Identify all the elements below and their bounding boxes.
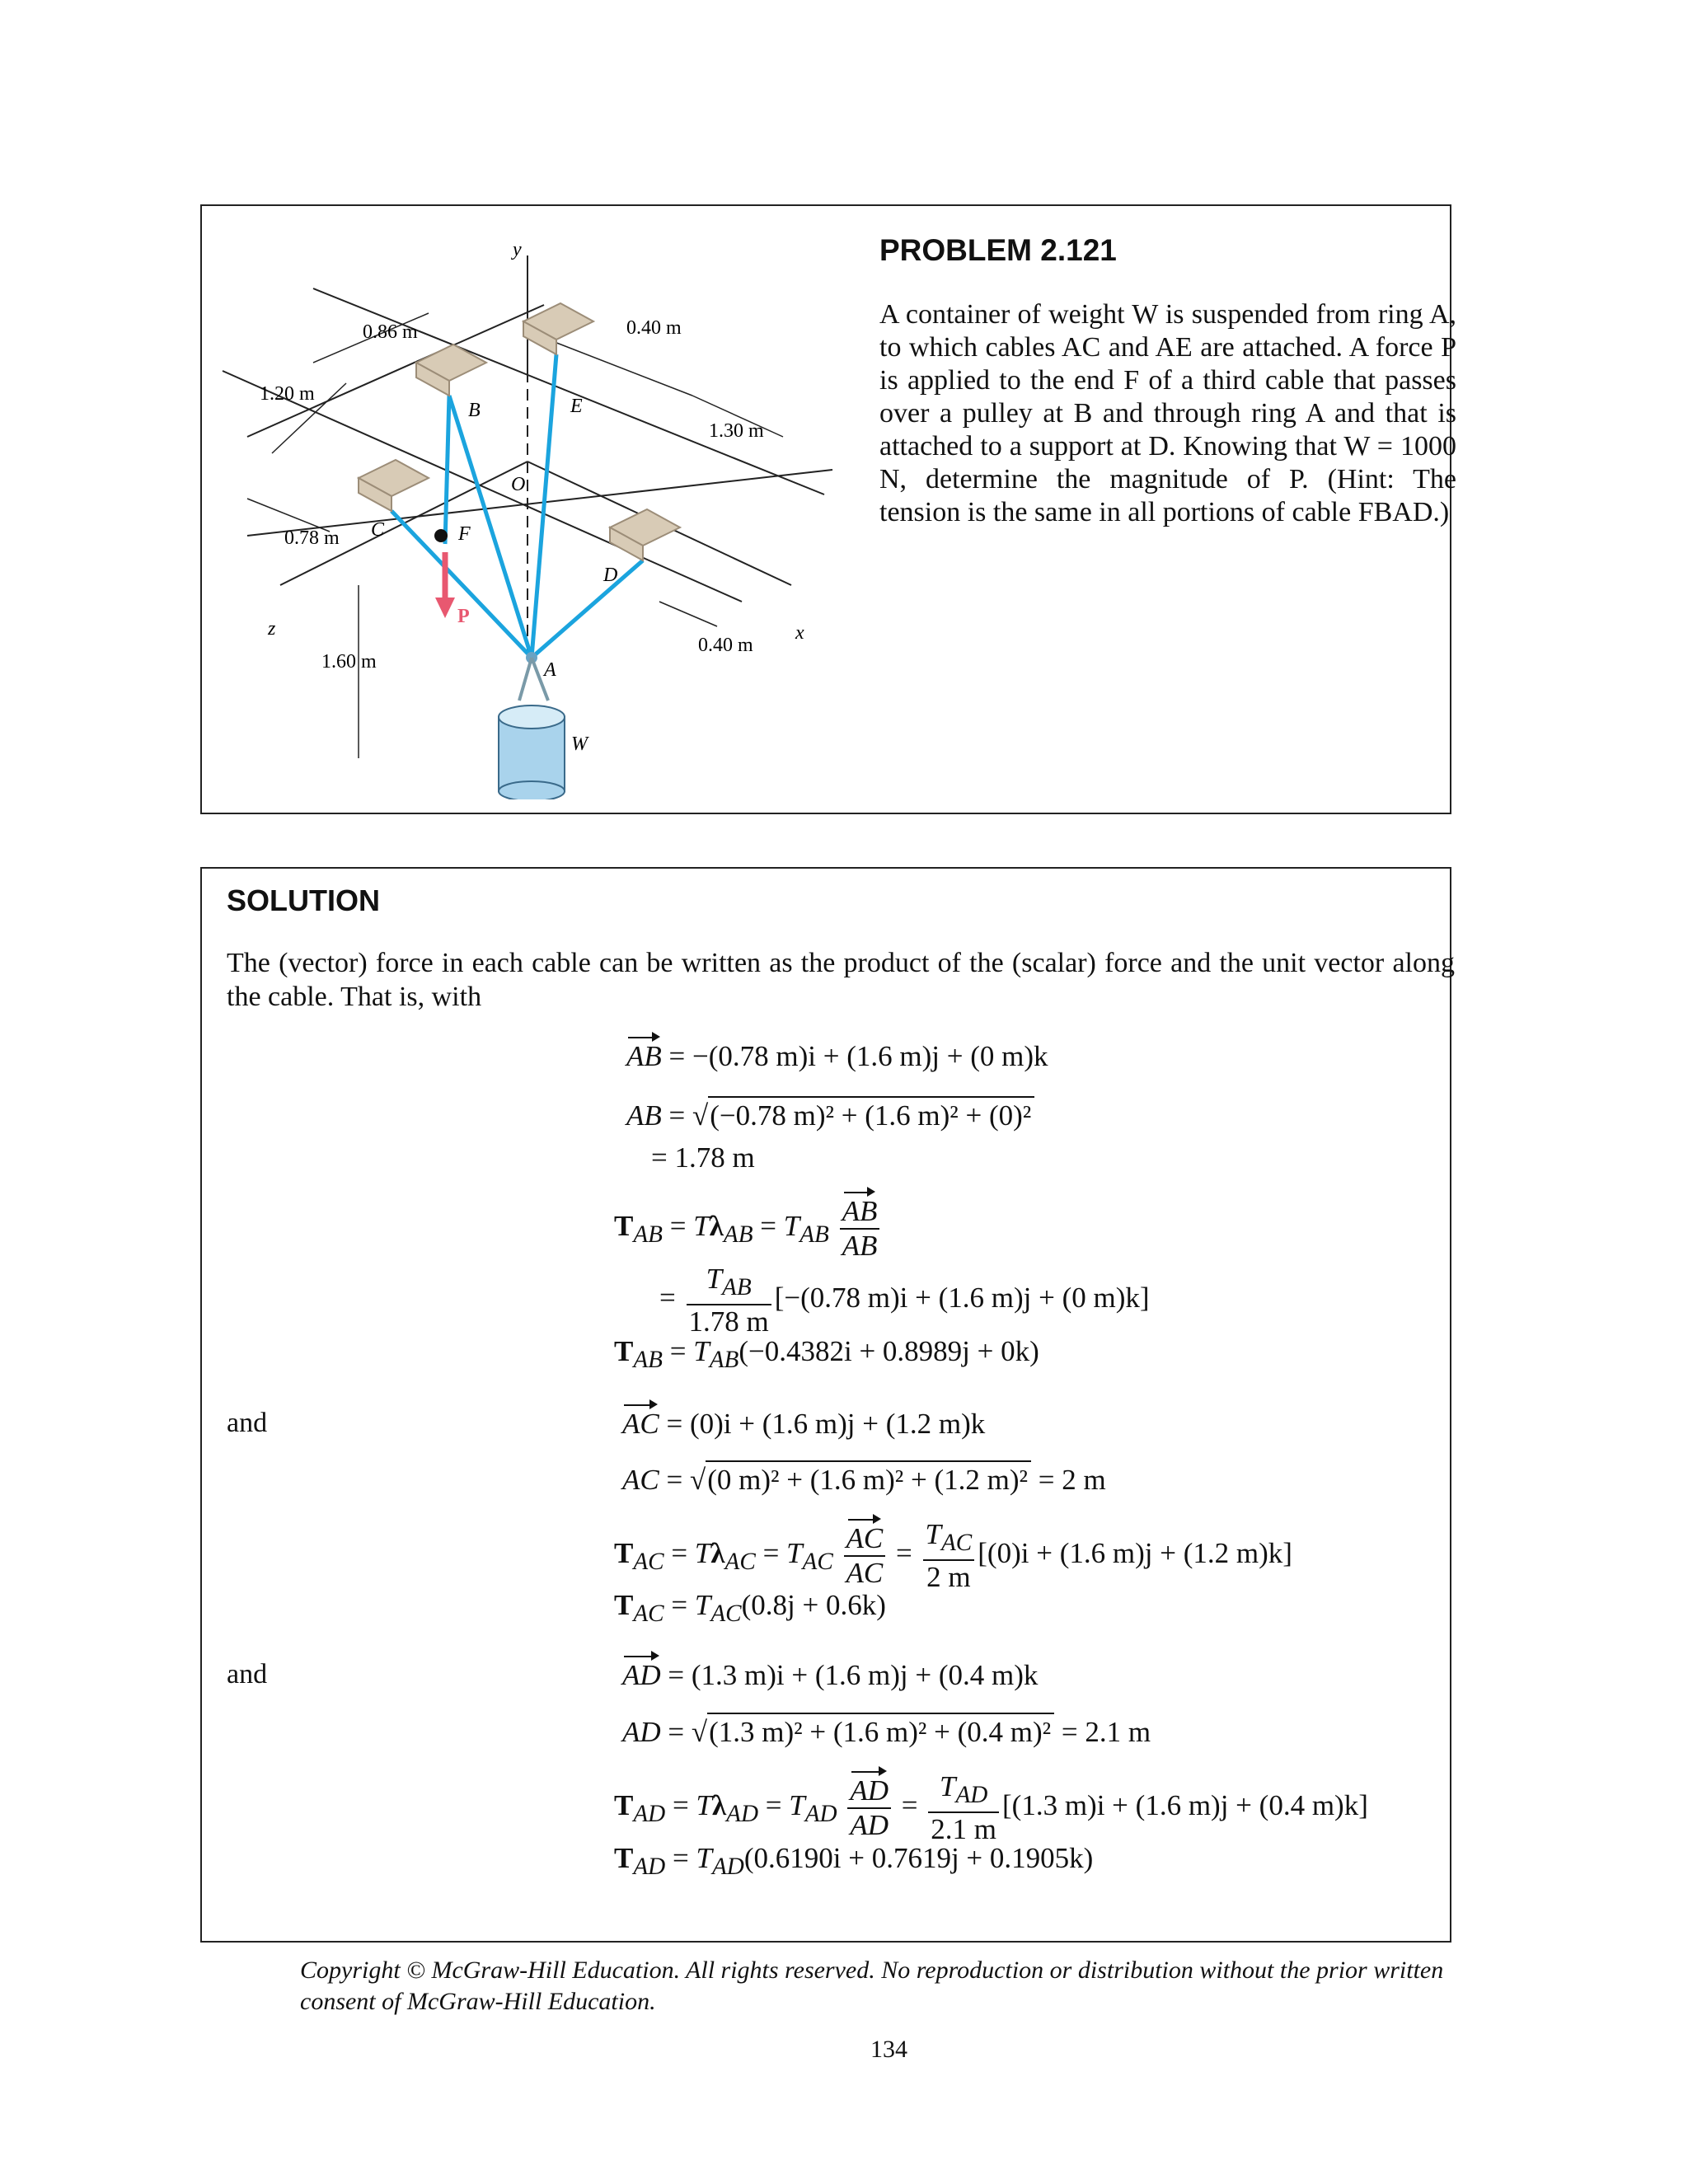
and-label-2: and	[227, 1659, 268, 1690]
dim-1.30: 1.30 m	[709, 420, 764, 442]
problem-figure	[214, 223, 841, 799]
cable-AD	[532, 560, 643, 658]
eq-ab-value: = 1.78 m	[651, 1141, 755, 1174]
label-C: C	[371, 519, 385, 541]
problem-statement: A container of weight W is suspended from ring A, to which cables AC and AE are attached. A force P is applied to the end F of a third cable that passes over a pulley at B and through ring A and that is attached to a support at D. Knowing that W = 1000 N, determine the magnitude of P. (Hint: The tension is the same in all portions of cable FBAD.)	[879, 299, 1456, 527]
label-E: E	[570, 396, 583, 417]
eq-ad-vector: AD = (1.3 m)i + (1.6 m)j + (0.4 m)k	[622, 1659, 1039, 1691]
eq-ab-magnitude: AB = √(−0.78 m)² + (1.6 m)² + (0)²	[626, 1096, 1034, 1132]
label-A: A	[544, 659, 556, 681]
dim-0.86: 0.86 m	[363, 321, 418, 343]
eq-tac-final: $T_{AC} = T_{AC}(0.8j + 0.6k)$	[614, 1589, 886, 1627]
label-D: D	[603, 565, 618, 586]
solution-intro: The (vector) force in each cable can be written as the product of the (scalar) force and the unit vector along the cable. That is, with	[227, 948, 1455, 1012]
eq-ac-vector: AC = (0)i + (1.6 m)j + (1.2 m)k	[622, 1408, 986, 1440]
label-B: B	[468, 400, 481, 421]
label-x: x	[795, 622, 804, 644]
dim-1.20: 1.20 m	[260, 383, 315, 405]
dim-0.40-top: 0.40 m	[626, 317, 682, 339]
ring-F	[434, 529, 448, 542]
eq-ab-vector: AB = −(0.78 m)i + (1.6 m)j + (0 m)k	[626, 1040, 1048, 1072]
eq-tad-final: $T_{AD} = T_{AD}(0.6190i + 0.7619j + 0.1905k)$	[614, 1842, 1094, 1880]
dim-0.78: 0.78 m	[284, 527, 340, 549]
label-W: W	[571, 733, 588, 755]
label-F: F	[458, 523, 471, 545]
dim-0.40-bot: 0.40 m	[698, 635, 753, 656]
cable-AE	[532, 354, 556, 658]
eq-ad-magnitude: AD = √(1.3 m)² + (1.6 m)² + (0.4 m)² = 2.1 m	[622, 1713, 1151, 1749]
label-O: O	[511, 474, 526, 495]
ceiling-line	[223, 371, 742, 602]
dim-1.60: 1.60 m	[321, 651, 377, 673]
eq-tab-final: $T_{AB} = T_{AB}(-0.4382i + 0.8989j + 0k)$	[614, 1335, 1039, 1373]
eq-tab-expanded: = $\frac{T_{AB}}{1.78 m}$ [−(0.78 m)i + (1.6 m)j + (0 m)k]	[659, 1263, 1150, 1338]
label-z: z	[268, 618, 276, 640]
and-label-1: and	[227, 1408, 268, 1438]
eq-tac-def: $T_{AC} = T\lambda_{AC} = T_{AC}$ $\frac{AC}{AC}$ = $\frac{T_{AC}}{2 m}$ [(0)i + (1.6 m)j + (1.2 m)k]	[614, 1518, 1292, 1593]
solution-title: SOLUTION	[227, 883, 380, 917]
cable-BF	[445, 396, 449, 544]
ceiling-line	[247, 470, 832, 536]
copyright-notice: Copyright © McGraw-Hill Education. All rights reserved. No reproduction or distribution without the prior written consent of McGraw-Hill Education.	[300, 1957, 1444, 2015]
eq-tad-def: $T_{AD} = T\lambda_{AD} = T_{AD}$ $\frac{AD}{AD}$ = $\frac{T_{AD}}{2.1 m}$ [(1.3 m)i + (1.6 m)j + (0.4 m)k]	[614, 1770, 1368, 1845]
problem-title: PROBLEM 2.121	[879, 233, 1117, 267]
eq-tab-def: $T_{AB} = T\lambda_{AB} = T_{AB}$ $\frac{AB}{AB}$	[614, 1195, 883, 1263]
label-P: P	[457, 606, 470, 627]
eq-ac-magnitude: AC = √(0 m)² + (1.6 m)² + (1.2 m)² = 2 m	[622, 1460, 1106, 1497]
page-number: 134	[870, 2036, 907, 2063]
label-y: y	[513, 239, 522, 260]
